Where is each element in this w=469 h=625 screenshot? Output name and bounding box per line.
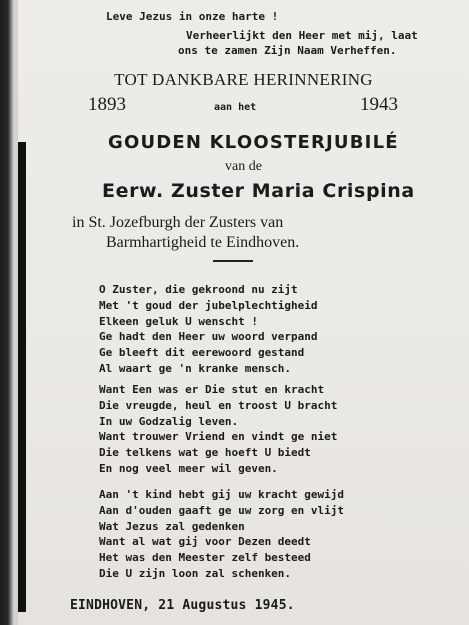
poem-line: In uw Godzalig leven. [99,414,239,428]
mourning-border [18,142,26,612]
location-line-2: Barmhartigheid te Eindhoven. [106,234,300,251]
poem-line: Elkeen geluk U wenscht ! [99,314,258,328]
poem-line: Met 't goud der jubelplechtigheid [99,298,318,312]
poem-line: O Zuster, die gekroond nu zijt [99,283,298,296]
quote-line-2: ons te zamen Zijn Naam Verheffen. [178,44,397,57]
poem-line: Aan 't kind hebt gij uw kracht gewijd [99,488,345,501]
poem-line: Wat Jezus zal gedenken [99,519,245,533]
divider [213,260,253,262]
poem-line: Want al wat gij voor Dezen deedt [99,535,311,549]
poem-line: Die telkens wat ge hoeft U biedt [99,446,311,460]
poem-line: Het was den Meester zelf besteed [99,551,311,565]
poem-line: Want Een was er Die stut en kracht [99,383,325,396]
van-de: van de [225,159,262,174]
year-end: 1943 [360,94,398,115]
year-connector: aan het [214,102,257,113]
poem-line: En nog veel meer wil geven. [99,461,278,475]
poem-line: Aan d'ouden gaaft ge uw zorg en vlijt [99,503,345,517]
motto: Leve Jezus in onze harte ! [106,10,279,23]
poem-line: Die U zijn loon zal schenken. [99,566,292,580]
poem-line: Ge hadt den Heer uw woord verpand [99,330,318,344]
jubilee-title: GOUDEN KLOOSTERJUBILÉ [108,132,399,153]
sister-name: Eerw. Zuster Maria Crispina [102,180,415,202]
poem-line: Want trouwer Vriend en vindt ge niet [99,430,338,444]
location-line-1: in St. Jozefburgh der Zusters van [72,214,284,231]
year-start: 1893 [88,94,126,115]
quote-line-1: Verheerlijkt den Heer met mij, laat [186,29,418,42]
poem-stanza-2 [99,382,337,477]
place-date: EINDHOVEN, 21 Augustus 1945. [70,598,295,613]
poem-stanza-1 [99,282,318,377]
poem-line: Ge bleeft dit eerewoord gestand [99,346,305,360]
memorial-card [18,0,469,625]
poem-line: Al waart ge 'n kranke mensch. [99,361,292,375]
poem-line: Die vreugde, heul en troost U bracht [99,398,338,412]
poem-stanza-3 [99,487,344,582]
heading: TOT DANKBARE HERINNERING [114,70,373,89]
